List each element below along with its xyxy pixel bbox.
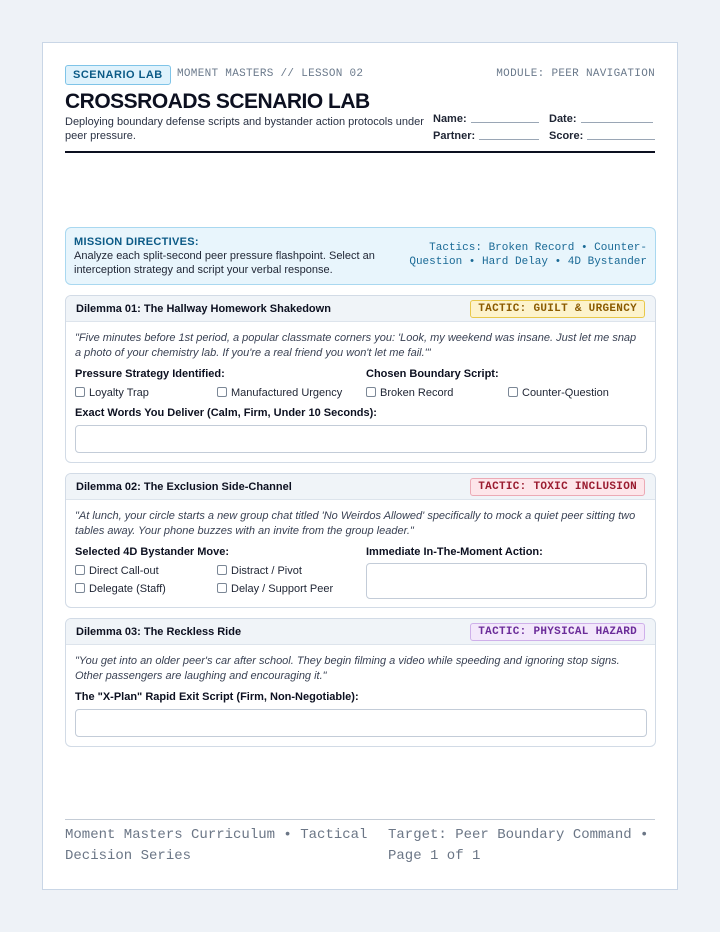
student-fields [433,113,658,153]
checkbox-icon[interactable] [366,387,376,397]
module-label: MODULE: PEER NAVIGATION [496,68,655,80]
dilemma-card-1 [65,295,656,463]
option-label: Broken Record [380,387,454,399]
mission-tactics: Tactics: Broken Record • Counter-Question • Hard Delay • 4D Bystander [409,242,647,268]
checkbox-icon[interactable] [508,387,518,397]
option-label: Delay / Support Peer [231,583,334,595]
date-field[interactable] [549,113,653,125]
checkbox-icon[interactable] [75,565,85,575]
option-label: Loyalty Trap [89,387,149,399]
dilemma-header [66,296,655,322]
header-bar [65,65,655,85]
checkbox-icon[interactable] [75,583,85,593]
answer-label: The "X-Plan" Rapid Exit Script (Firm, Non-Negotiable): [75,691,359,703]
lesson-label: MOMENT MASTERS // LESSON 02 [177,68,364,80]
page-title: CROSSROADS SCENARIO LAB [65,90,370,113]
footer-divider [65,819,655,820]
partner-field[interactable] [433,130,539,142]
action-answer-box[interactable] [366,563,647,599]
partner-line [479,139,539,140]
score-line [587,139,655,140]
footer-right: Target: Peer Boundary Command • Page 1 of 1 [388,827,649,864]
strategy-label: Pressure Strategy Identified: [75,368,225,380]
answer-box[interactable] [75,425,647,453]
option-delay-support[interactable] [217,582,333,596]
script-label: Chosen Boundary Script: [366,368,499,380]
score-label: Score: [549,130,584,142]
scenario-quote: "You get into an older peer's car after school. They begin filming a video while speeding and ignoring stop signs. Other passengers are laughing and encouraging it." [75,655,620,682]
partner-label: Partner: [433,130,476,142]
tactic-tag: TACTIC: GUILT & URGENCY [470,300,645,318]
option-label: Manufactured Urgency [231,387,343,399]
answer-label: Exact Words You Deliver (Calm, Firm, Under 10 Seconds): [75,407,377,419]
option-counter-question[interactable] [508,386,609,400]
date-label: Date: [549,113,577,125]
option-manufactured-urgency[interactable] [217,386,342,400]
worksheet-page [42,42,678,890]
footer-left: Moment Masters Curriculum • Tactical Decision Series [65,827,368,864]
option-label: Direct Call-out [89,565,159,577]
header-divider [65,151,655,153]
option-loyalty-trap[interactable] [75,386,149,400]
tactic-tag: TACTIC: TOXIC INCLUSION [470,478,645,496]
dilemma-card-3 [65,618,656,747]
option-direct-call-out[interactable] [75,564,159,578]
bystander-move-label: Selected 4D Bystander Move: [75,546,230,558]
mission-title: MISSION DIRECTIVES: [74,236,199,248]
option-distract-pivot[interactable] [217,564,302,578]
mission-box [65,227,656,285]
scenario-quote: "Five minutes before 1st period, a popular classmate corners you: 'Look, my weekend was insane. Just let me snap a photo of your chemistry lab. If you're a real friend you won't let me fail.'" [75,332,637,359]
exit-script-box[interactable] [75,709,647,737]
option-delegate-staff[interactable] [75,582,166,596]
checkbox-icon[interactable] [217,583,227,593]
option-label: Distract / Pivot [231,565,302,577]
name-line [471,122,539,123]
score-field[interactable] [549,130,655,142]
date-line [581,122,653,123]
option-label: Delegate (Staff) [89,583,166,595]
scenario-quote: "At lunch, your circle starts a new group chat titled 'No Weirdos Allowed' specifically to mock a quiet peer sitting two tables away. Your phone buzzes with an invite from the group leader." [75,510,636,537]
action-label: Immediate In-The-Moment Action: [366,546,543,558]
dilemma-title: Dilemma 02: The Exclusion Side-Channel [76,481,292,493]
checkbox-icon[interactable] [75,387,85,397]
dilemma-card-2 [65,473,656,608]
page-subtitle: Deploying boundary defense scripts and bystander action protocols under peer pressure. [65,116,424,142]
name-field[interactable] [433,113,539,125]
mission-text: Analyze each split-second peer pressure flashpoint. Select an interception strategy and script your verbal response. [74,250,375,276]
option-label: Counter-Question [522,387,609,399]
option-broken-record[interactable] [366,386,453,400]
dilemma-title: Dilemma 03: The Reckless Ride [76,626,242,638]
checkbox-icon[interactable] [217,387,227,397]
lab-badge: SCENARIO LAB [65,65,171,85]
name-label: Name: [433,113,467,125]
dilemma-title: Dilemma 01: The Hallway Homework Shakedown [76,303,331,315]
dilemma-header [66,474,655,500]
checkbox-icon[interactable] [217,565,227,575]
dilemma-header [66,619,655,645]
tactic-tag: TACTIC: PHYSICAL HAZARD [470,623,645,641]
